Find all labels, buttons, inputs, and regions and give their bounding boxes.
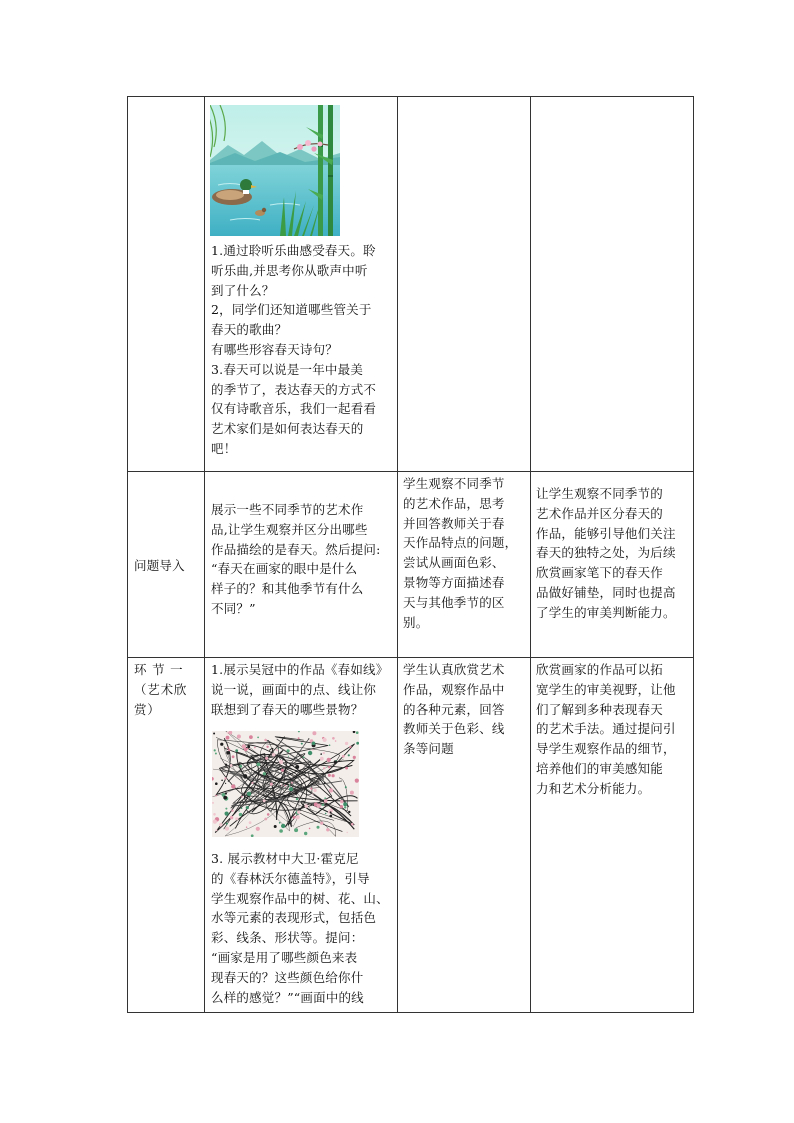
painting-dot — [257, 763, 261, 767]
painting-dot — [347, 832, 348, 833]
painting-dot — [231, 784, 235, 788]
painting-dot — [274, 825, 277, 828]
text-line: 的各种元素，回答 — [403, 701, 505, 717]
painting-dot — [303, 756, 305, 758]
text-line: 力和艺术分析能力。 — [536, 780, 651, 796]
text-line: 学生认真欣赏艺术 — [403, 662, 505, 677]
painting-dot — [231, 810, 233, 812]
painting-dot — [243, 774, 247, 778]
painting-dot — [226, 823, 228, 825]
painting-dot — [295, 765, 299, 769]
painting-dot — [279, 760, 283, 764]
text-line: 欣赏画家的作品可以拓 — [536, 662, 664, 677]
text-line: 么样的感觉？”“画面中的线 — [211, 989, 364, 1005]
painting-dot — [326, 828, 329, 831]
painting-dot — [281, 824, 285, 828]
painting-dot — [279, 822, 281, 824]
painting-dot — [329, 744, 331, 746]
painting-dot — [265, 757, 268, 760]
text-line: 环 节 一 — [134, 662, 184, 677]
painting-dot — [263, 772, 266, 775]
design-intent-problem — [536, 484, 676, 623]
painting-dot — [332, 737, 335, 740]
painting-dot — [312, 742, 316, 746]
row-divider-1 — [128, 471, 693, 472]
row-divider-2 — [128, 657, 693, 658]
text-line: 3.春天可以说是一年中最美 — [211, 361, 364, 377]
text-line: 的艺术手法。通过提问引 — [536, 721, 676, 737]
text-line: 培养他们的审美感知能 — [536, 760, 664, 776]
painting-dot — [329, 788, 333, 792]
painting-dot — [272, 753, 276, 757]
painting-dot — [304, 832, 307, 835]
painting-dot — [345, 786, 347, 788]
painting-dot — [348, 811, 350, 813]
text-line: 展示一些不同季节的艺术作 — [211, 502, 364, 517]
painting-dot — [320, 753, 322, 755]
text-line: 天作品特点的问题， — [403, 535, 518, 551]
painting-dot — [247, 792, 251, 796]
painting-dot — [323, 767, 325, 769]
painting-dot — [213, 820, 217, 824]
painting-dot — [225, 812, 229, 816]
text-line: 1.通过聆听乐曲感受春天。聆 — [211, 243, 376, 258]
text-line: 艺术作品并区分春天的 — [536, 505, 664, 521]
painting-dot — [235, 817, 238, 820]
lesson-table — [127, 96, 694, 1013]
painting-dot — [309, 828, 311, 830]
painting-dot — [227, 747, 229, 749]
painting-dot — [239, 813, 242, 816]
painting-dot — [241, 796, 243, 798]
painting-dot — [215, 782, 218, 785]
painting-dot — [215, 753, 217, 755]
painting-dot — [327, 758, 331, 762]
text-line: 有哪些形容春天诗句？ — [211, 341, 339, 357]
painting-dot — [249, 821, 252, 824]
painting-dot — [251, 782, 253, 784]
text-line: 仅有诗歌音乐，我们一起看看 — [211, 401, 377, 417]
painting-dot — [320, 822, 323, 825]
painting-dot — [312, 731, 316, 735]
text-line: 的季节了，表达春天的方式不 — [211, 381, 377, 397]
painting-dot — [281, 785, 282, 786]
painting-dot — [212, 802, 214, 804]
painting-dot — [263, 799, 266, 802]
painting-dot — [213, 733, 215, 735]
painting-dot — [225, 808, 227, 810]
painting-dot — [332, 774, 335, 777]
text-line: 彩、线条、形状等。提问： — [211, 930, 364, 946]
painting-dot — [225, 827, 229, 831]
painting-dot — [355, 779, 359, 783]
painting-dot — [266, 746, 268, 748]
painting-dot — [317, 826, 320, 829]
text-line: 品做好铺垫，同时也提高 — [536, 584, 676, 600]
painting-dot — [330, 811, 332, 813]
text-line: “画家是用了哪些颜色来表 — [211, 949, 358, 965]
painting-dot — [348, 754, 350, 756]
painting-dot — [287, 749, 290, 752]
text-line: 教师关于色彩、线 — [403, 721, 505, 737]
painting-dot — [293, 816, 296, 819]
painting-dot — [267, 813, 270, 816]
text-line: 景物等方面描述春 — [403, 574, 505, 590]
design-intent-appreciation — [536, 660, 676, 799]
painting-dot — [219, 823, 222, 826]
painting-dot — [328, 766, 330, 768]
painting-dot — [324, 799, 328, 803]
painting-dot — [254, 747, 256, 749]
teacher-activity-appreciation-bottom — [211, 849, 389, 1007]
painting-dot — [226, 736, 230, 740]
painting-dot — [298, 737, 300, 739]
painting-dot — [344, 806, 346, 808]
painting-dot — [312, 749, 313, 750]
painting-dot — [294, 828, 298, 832]
text-line: 春天的歌曲？ — [211, 322, 288, 338]
painting-dot — [296, 798, 299, 801]
painting-dot — [323, 752, 325, 754]
painting-dot — [291, 782, 293, 784]
teacher-activity-problem — [211, 500, 381, 619]
painting-dot — [242, 744, 246, 748]
text-line: “春天在画家的眼中是什么 — [211, 561, 358, 577]
student-activity-appreciation — [403, 660, 505, 759]
text-line: 了学生的审美判断能力。 — [536, 604, 676, 620]
text-line: 3. 展示教材中大卫·霍克尼 — [211, 851, 359, 866]
section-label-appreciation — [134, 660, 187, 719]
painting-dot — [215, 795, 217, 797]
text-line: 的《春林沃尔德盖特》，引导 — [211, 870, 370, 886]
painting-dot — [295, 792, 297, 794]
teacher-activity-appreciation-top — [211, 660, 388, 719]
painting-dot — [226, 751, 230, 755]
painting-dot — [221, 780, 223, 782]
painting-dot — [325, 813, 327, 815]
painting-dot — [297, 811, 300, 814]
painting-dot — [270, 783, 273, 786]
text-line: 让学生观察不同季节的 — [536, 486, 664, 501]
painting-dot — [224, 777, 226, 779]
painting-dot — [351, 823, 354, 826]
painting-dot — [349, 746, 351, 748]
painting-dot — [288, 756, 289, 757]
painting-dot — [324, 782, 326, 784]
painting-dot — [335, 740, 337, 742]
text-line: 导学生观察作品的细节， — [536, 741, 676, 757]
painting-dot — [316, 804, 320, 808]
text-line: 并回答教师关于春 — [403, 515, 505, 531]
text-line: 1.展示吴冠中的作品《春如线》 — [211, 662, 389, 677]
text-line: 尝试从画面色彩、 — [403, 555, 505, 571]
text-line: 听乐曲,并思考你从歌声中听 — [211, 262, 368, 278]
painting-dot — [225, 783, 226, 784]
spring-duck-illustration — [210, 105, 340, 236]
painting-dot — [230, 764, 233, 767]
painting-dot — [281, 769, 284, 772]
painting-dot — [264, 739, 267, 742]
painting-dot — [340, 800, 343, 803]
painting-dot — [235, 749, 238, 752]
painting-dot — [285, 785, 287, 787]
col-divider-3 — [530, 97, 531, 1012]
text-line: 赏） — [134, 701, 161, 717]
painting-dot — [340, 805, 343, 808]
text-line: 作品，能够引导他们关注 — [536, 525, 676, 541]
painting-dot — [308, 751, 312, 755]
listening-activity-text — [211, 241, 376, 459]
painting-dot — [342, 755, 345, 758]
painting-dot — [353, 756, 356, 759]
painting-dot — [356, 731, 359, 734]
painting-dot — [345, 767, 348, 770]
text-line: 条等问题 — [403, 741, 454, 757]
painting-dot — [256, 827, 260, 831]
painting-dot — [230, 816, 233, 819]
painting-dot — [320, 757, 324, 761]
painting-dot — [323, 738, 327, 742]
text-line: 们了解到多种表现春天 — [536, 701, 664, 717]
painting-dot — [257, 737, 259, 739]
painting-dot — [289, 787, 293, 791]
painting-dot — [246, 827, 247, 828]
text-line: 欣赏画家笔下的春天作 — [536, 565, 664, 581]
painting-dot — [225, 764, 227, 766]
text-line: 品,让学生观察并区分出哪些 — [211, 521, 368, 537]
painting-dot — [276, 748, 279, 751]
painting-dot — [239, 765, 242, 768]
painting-dot — [324, 797, 326, 799]
painting-dot — [232, 755, 235, 758]
painting-dot — [356, 742, 359, 745]
painting-dot — [310, 788, 312, 790]
painting-dot — [249, 735, 253, 739]
painting-dot — [279, 829, 283, 833]
painting-dot — [350, 791, 354, 795]
painting-dot — [220, 743, 223, 746]
text-line: 样子的？和其他季节有什么 — [211, 581, 364, 597]
text-line: 水等元素的表现形式，包括色 — [211, 910, 377, 926]
painting-dot — [336, 760, 337, 761]
text-line: 宽学生的审美视野，让他 — [536, 681, 676, 697]
text-line: 春天的独特之处，为后续 — [536, 545, 676, 561]
painting-dot — [313, 789, 316, 792]
painting-dot — [312, 793, 313, 794]
painting-dot — [301, 743, 303, 745]
text-line: 吧！ — [211, 440, 237, 456]
painting-dot — [223, 796, 227, 800]
student-activity-problem — [403, 474, 517, 632]
text-line: 的艺术作品，思考 — [403, 495, 505, 511]
text-line: 学生观察不同季节 — [403, 476, 505, 491]
painting-dot — [296, 815, 300, 819]
text-line: 别。 — [403, 614, 429, 630]
painting-dot — [213, 813, 216, 816]
painting-dot — [328, 774, 331, 777]
col-divider-1 — [204, 97, 205, 1012]
painting-dot — [246, 806, 249, 809]
spring-like-lines-painting — [212, 731, 359, 837]
painting-dot — [345, 742, 348, 745]
painting-dot — [247, 745, 250, 748]
text-line: 说一说，画面中的点、线让你 — [211, 681, 377, 697]
painting-dot — [308, 738, 309, 739]
painting-dot — [237, 735, 241, 739]
text-line: 天与其他季节的区 — [403, 594, 505, 610]
text-line: 联想到了春天的哪些景物？ — [211, 701, 364, 717]
painting-dot — [228, 749, 230, 751]
text-line: 到了什么？ — [211, 282, 275, 298]
text-line: 学生观察作品中的树、花、山、 — [211, 890, 389, 906]
text-line: 现春天的？这些颜色给你什 — [211, 969, 364, 985]
painting-dot — [289, 785, 291, 787]
text-line: （艺术欣 — [134, 681, 188, 697]
section-label-problem: 问题导入 — [134, 558, 185, 573]
text-line: 作品描绘的是春天。然后提问: — [211, 541, 381, 557]
painting-dot — [305, 804, 309, 808]
painting-dot — [216, 829, 218, 831]
painting-dot — [264, 818, 267, 821]
painting-dot — [214, 749, 216, 751]
painting-dot — [227, 732, 229, 734]
painting-dot — [322, 804, 324, 806]
painting-dot — [343, 802, 347, 806]
text-line: 作品，观察作品中 — [403, 681, 505, 697]
text-line: 不同？” — [211, 600, 256, 616]
painting-dot — [329, 815, 332, 818]
col-divider-2 — [397, 97, 398, 1012]
painting-dot — [241, 807, 243, 809]
text-line: 2，同学们还知道哪些管关于 — [211, 302, 372, 318]
painting-dot — [239, 810, 240, 811]
text-line: 艺术家们是如何表达春天的 — [211, 421, 364, 437]
